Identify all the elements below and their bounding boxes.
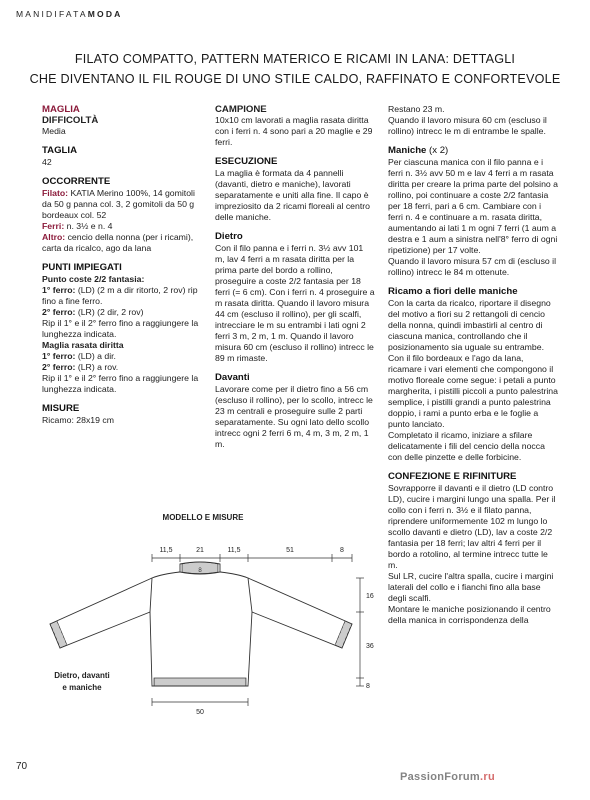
ricamo-text-1: Con la carta da ricalco, riportare il disegno del motivo a fiori su 2 rettangoli di cencio della nonna, quindi imbastirli al centro di ciascuna manica, controllando che il posizionamento sia uguale su entrambe.: [388, 298, 551, 352]
restano-text: Restano 23 m.: [388, 104, 445, 114]
heading-confezione: CONFEZIONE E RIFINITURE: [388, 471, 517, 482]
coste-row1: 1° ferro: (LD) (2 m a dir ritorto, 2 rov) rip fino a fine ferro.: [42, 285, 198, 306]
hem-ribbing: [154, 678, 246, 686]
heading-esecuzione: ESECUZIONE: [215, 156, 278, 167]
confezione-text-2: Sul LR, cucire l'altra spalla, cucire i margini laterali del collo e i fianchi fino alla base degli scalfi.: [388, 571, 554, 603]
ferri-line: Ferri: n. 3½ e n. 4: [42, 221, 113, 231]
column-materials: [42, 104, 202, 426]
heading-difficolta: DIFFICOLTÀ: [42, 115, 99, 126]
campione-text: 10x10 cm lavorati a maglia rasata diritta con i ferri n. 4 sono pari a 20 maglie e 29 ferri.: [215, 115, 373, 147]
dim-cuff-length: 8: [340, 547, 344, 554]
side-dimension-lines: [356, 578, 364, 686]
dim-neck-width: 21: [196, 547, 204, 554]
confezione-text-1: Sovrapporre il davanti e il dietro (LD contro LD), cucire i margini lungo una spalla. Per il collo con i ferri n. 3½ e il filato panna, riprendere uniformemente 102 m lungo lo scollo davanti e dietro (LD), lav a coste 2/2 fantasia per 18 ferri; lav altri 4 ferri per il bordo a rotolino, al termine intrecc tutte le m.: [388, 483, 556, 570]
taglia-value: 42: [42, 157, 52, 167]
magazine-brand: MANIDIFATAMODA: [16, 9, 123, 19]
difficolta-value: Media: [42, 126, 66, 136]
confezione-text-3: Montare le maniche posizionando il centro della manica in corrispondenza della: [388, 604, 551, 625]
heading-misure: MISURE: [42, 403, 80, 414]
sweater-schematic: [22, 502, 384, 734]
misure-value: Ricamo: 28x19 cm: [42, 415, 114, 425]
heading-ricamo: Ricamo a fiori delle maniche: [388, 286, 518, 297]
diagram-label-line-1: Dietro, davanti: [54, 671, 110, 680]
sweater-outline: [50, 562, 352, 686]
heading-occorrente: OCCORRENTE: [42, 176, 111, 187]
heading-campione: CAMPIONE: [215, 104, 267, 115]
dim-neck-height: 8: [198, 567, 202, 574]
dim-sleeve-length: 51: [286, 547, 294, 554]
section-maglia: MAGLIA: [42, 104, 80, 115]
page-number: 70: [16, 761, 28, 772]
coste-repeat: Rip il 1° e il 2° ferro fino a raggiungere la lunghezza indicata.: [42, 318, 199, 339]
esecuzione-text: La maglia è formata da 4 pannelli (davanti, dietro e maniche), lavorati separatamente e uniti alla fine. Il capo è impreziosito da 2 ricami floreali al centro delle maniche.: [215, 168, 370, 222]
watermark: PassionForum.ru: [400, 771, 495, 783]
coste-row2: 2° ferro: (LR) (2 dir, 2 rov): [42, 307, 144, 317]
maniche-text-2: Quando il lavoro misura 57 cm di (escluso il rollino) intrecc le 84 m ottenute.: [388, 256, 557, 277]
ricamo-text-3: Completato il ricamo, iniziare a sfilare delicatamente i fili del cencio della nocca con delle pinzette e delle forbicine.: [388, 430, 545, 462]
dim-body-length: 36: [366, 643, 374, 650]
davanti-text: Lavorare come per il dietro fino a 56 cm (escluso il rollino), per lo scollo, intrecc le 23 m centrali e proseguire sulle 2 parti separatamente. Su ogni lato dello scollo intrecc ogni 2 ferri 6 m, 4 m, 3 m, 2 m, 1 m.: [215, 384, 373, 449]
heading-taglia: TAGLIA: [42, 145, 77, 156]
dim-hem: 8: [366, 683, 370, 690]
dim-width: 50: [196, 709, 204, 716]
headline-line-1: FILATO COMPATTO, PATTERN MATERICO E RICAMI IN LANA: DETTAGLI: [74, 52, 516, 66]
heading-dietro: Dietro: [215, 231, 243, 242]
ricamo-text-2: Con il filo bordeaux e l'ago da lana, ricamare i vari elementi che compongono il motivo floreale come segue: i petali a punto margherita, i pistilli piccoli a punto palestrina semplice, i pistilli grandi a punto palestrina doppio, i rami a punto erba e le foglie a punto lanciato.: [388, 353, 558, 429]
dim-armhole: 16: [366, 593, 374, 600]
diagram-label-line-2: e maniche: [62, 683, 102, 692]
heading-maniche: Maniche (x 2): [388, 145, 449, 156]
bottom-dimension-lines: [152, 698, 248, 706]
rasata-row2: 2° ferro: (LR) a rov.: [42, 362, 119, 372]
dim-shoulder-right: 11,5: [227, 547, 241, 554]
column-execution: [215, 104, 375, 450]
diagram-title: MODELLO E MISURE: [162, 513, 244, 522]
subheading-rasata: Maglia rasata diritta: [42, 340, 124, 350]
heading-punti: PUNTI IMPIEGATI: [42, 262, 122, 273]
rasata-row1: 1° ferro: (LD) a dir.: [42, 351, 116, 361]
dietro-text: Con il filo panna e i ferri n. 3½ avv 101 m, lav 4 ferri a m rasata diritta per la prima parte del bordo a rollino, proseguire a coste 2/2 fantasia per 18 ferri (= 6 cm). Con i ferri n. 4 proseguire a m rasata diritta. Quando il lavoro misura 44 cm (escluso il rollino), per gli scalfi, intrecciare le m su entrambi i lati ogni 2 ferri 3 m, 2 m, 1 m. Quando il lavoro misura 60 cm (escluso il rollino) intrecc le 89 m rimaste.: [215, 243, 375, 363]
headline-line-2: CHE DIVENTANO IL FIL ROUGE DI UNO STILE CALDO, RAFFINATO E CONFORTEVOLE: [29, 72, 561, 86]
rasata-repeat: Rip il 1° e il 2° ferro fino a raggiungere la lunghezza indicata.: [42, 373, 199, 394]
quando-text: Quando il lavoro misura 60 cm (escluso il rollino) intrecc le m di entrambe le spalle.: [388, 115, 547, 136]
maniche-text: Per ciascuna manica con il filo panna e i ferri n. 3½ avv 50 m e lav 4 ferri a m rasata diritta per creare la prima parte del polsino a rollino, poi continuare a coste 2/2 fantasia per 18 ferri, pari a 6 cm. Cambiare con i ferri n. 4 e continuare a m. rasata diritta, aumentando ai lati 1 m ogni 7 ferri (1 aum a destra e 1 aum a sinistra nell'8° ferro di ogni ripetizione) per 17 volte.: [388, 157, 558, 255]
column-finishing: [388, 104, 558, 626]
top-dimension-lines: [152, 554, 352, 562]
altro-line: Altro: cencio della nonna (per i ricami), carta da ricalco, ago da lana: [42, 232, 194, 253]
heading-davanti: Davanti: [215, 372, 250, 383]
filato-line: Filato: KATIA Merino 100%, 14 gomitoli da 50 g panna col. 3, 2 gomitoli da 50 g bordeaux col. 52: [42, 188, 195, 220]
subheading-coste: Punto coste 2/2 fantasia:: [42, 274, 145, 284]
dim-shoulder-left: 11,5: [159, 547, 173, 554]
